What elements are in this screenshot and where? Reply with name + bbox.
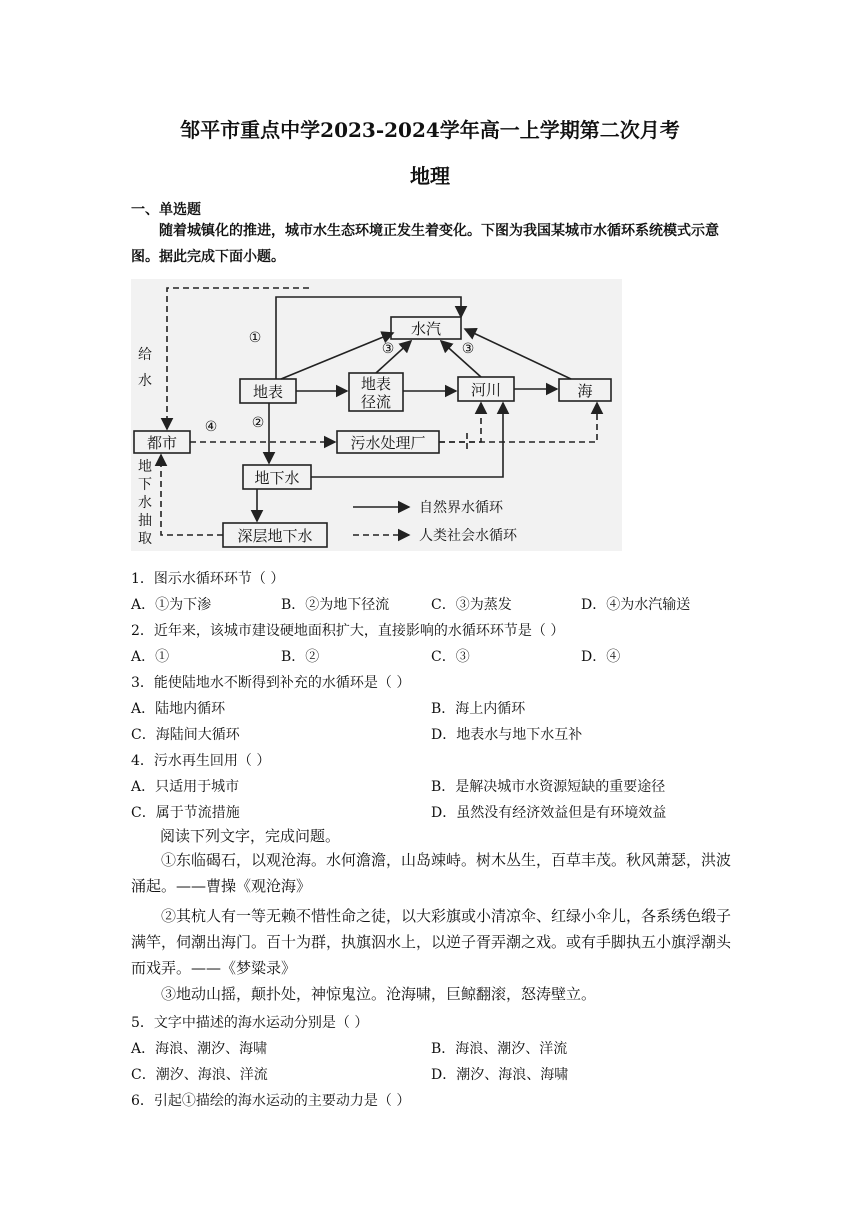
supply-char-2: 水 <box>138 373 152 389</box>
reading-lead: 阅读下列文字，完成问题。 <box>160 827 341 845</box>
reading-passage-3: ③地动山摇，颠扑处，神惊鬼泣。沧海啸，巨鲸翻滚，怒涛壁立。 <box>161 985 597 1003</box>
node-river-label: 河川 <box>470 381 502 399</box>
node-groundwater-label: 地下水 <box>254 469 300 487</box>
section-heading: 一、单选题 <box>131 202 201 218</box>
q4-stem: 4．污水再生回用（ ） <box>131 753 271 769</box>
q1-option-c: C．③为蒸发 <box>431 597 512 613</box>
node-sewage-label: 污水处理厂 <box>350 434 426 452</box>
q4-option-c: C．属于节流措施 <box>131 805 240 821</box>
q3-option-d: D．地表水与地下水互补 <box>431 727 583 743</box>
q1-option-b: B．②为地下径流 <box>281 597 390 613</box>
supply-char-1: 给 <box>138 347 152 363</box>
q4-option-b: B．是解决城市水资源短缺的重要途径 <box>431 779 666 795</box>
extract-char-2: 下 <box>138 477 152 493</box>
label-n4: ④ <box>204 419 218 435</box>
q5-option-c: C．潮汐、海浪、洋流 <box>131 1067 268 1083</box>
q5-stem: 5．文字中描述的海水运动分别是（ ） <box>131 1015 369 1031</box>
q1-stem: 1．图示水循环环节（ ） <box>131 571 285 587</box>
subject-title: 地理 <box>410 164 450 188</box>
q4-option-d: D．虽然没有经济效益但是有环境效益 <box>431 805 667 821</box>
q6-stem: 6．引起①描绘的海水运动的主要动力是（ ） <box>131 1093 411 1109</box>
reading-passage-1: ①东临碣石，以观沧海。水何澹澹，山岛竦峙。树木丛生，百草丰茂。秋风萧瑟，洪波涌起。——曹操《观沧海》 <box>131 851 732 895</box>
label-n3b: ③ <box>461 341 475 357</box>
node-surface-label: 地表 <box>252 383 284 401</box>
node-city-label: 都市 <box>146 434 178 452</box>
extract-char-1: 地 <box>138 459 152 475</box>
document-title: 邹平市重点中学2023-2024学年高一上学期第二次月考 <box>180 118 680 142</box>
label-n3a: ③ <box>381 341 395 357</box>
q5-option-d: D．潮汐、海浪、海啸 <box>431 1067 569 1083</box>
extract-char-4: 抽 <box>138 513 152 529</box>
q1-option-a: A．①为下渗 <box>131 597 212 613</box>
label-n1: ① <box>248 330 262 346</box>
intro-paragraph: 随着城镇化的推进，城市水生态环境正发生着变化。下图为我国某城市水循环系统模式示意图。据此完成下面小题。 <box>131 223 719 265</box>
q2-option-a: A．① <box>131 649 170 665</box>
extract-char-5: 取 <box>138 531 152 547</box>
q3-option-a: A．陆地内循环 <box>131 701 226 717</box>
legend-human: 人类社会水循环 <box>419 528 517 544</box>
extract-char-3: 水 <box>138 495 152 511</box>
q2-option-b: B．② <box>281 649 320 665</box>
node-sea-label: 海 <box>577 382 593 400</box>
q5-option-a: A．海浪、潮汐、海啸 <box>131 1041 268 1057</box>
water-cycle-diagram <box>131 279 622 551</box>
q3-stem: 3．能使陆地水不断得到补充的水循环是（ ） <box>131 675 411 691</box>
q5-option-b: B．海浪、潮汐、洋流 <box>431 1041 568 1057</box>
q1-option-d: D．④为水汽输送 <box>581 597 691 613</box>
node-vapor-label: 水汽 <box>410 320 442 338</box>
node-runoff-label-1: 地表 <box>360 375 392 393</box>
q3-option-c: C．海陆间大循环 <box>131 727 240 743</box>
q2-option-c: C．③ <box>431 649 470 665</box>
q2-option-d: D．④ <box>581 649 621 665</box>
q3-option-b: B．海上内循环 <box>431 701 526 717</box>
q4-option-a: A．只适用于城市 <box>131 779 240 795</box>
node-deep-label: 深层地下水 <box>237 527 313 545</box>
water-cycle-svg <box>131 279 622 551</box>
legend-natural: 自然界水循环 <box>419 500 503 516</box>
node-runoff-label-2: 径流 <box>360 393 392 411</box>
q2-stem: 2．近年来，该城市建设硬地面积扩大，直接影响的水循环环节是（ ） <box>131 623 565 639</box>
diagram-legend <box>353 499 518 544</box>
label-n2: ② <box>251 415 265 431</box>
reading-passage-2: ②其杭人有一等无赖不惜性命之徒，以大彩旗或小清凉伞、红绿小伞儿，各系绣色缎子满竿，伺潮出海门。百十为群，执旗泅水上，以逆子胥弄潮之戏。或有手脚执五小旗浮潮头而戏弄。——《梦粱录》 <box>131 907 732 977</box>
